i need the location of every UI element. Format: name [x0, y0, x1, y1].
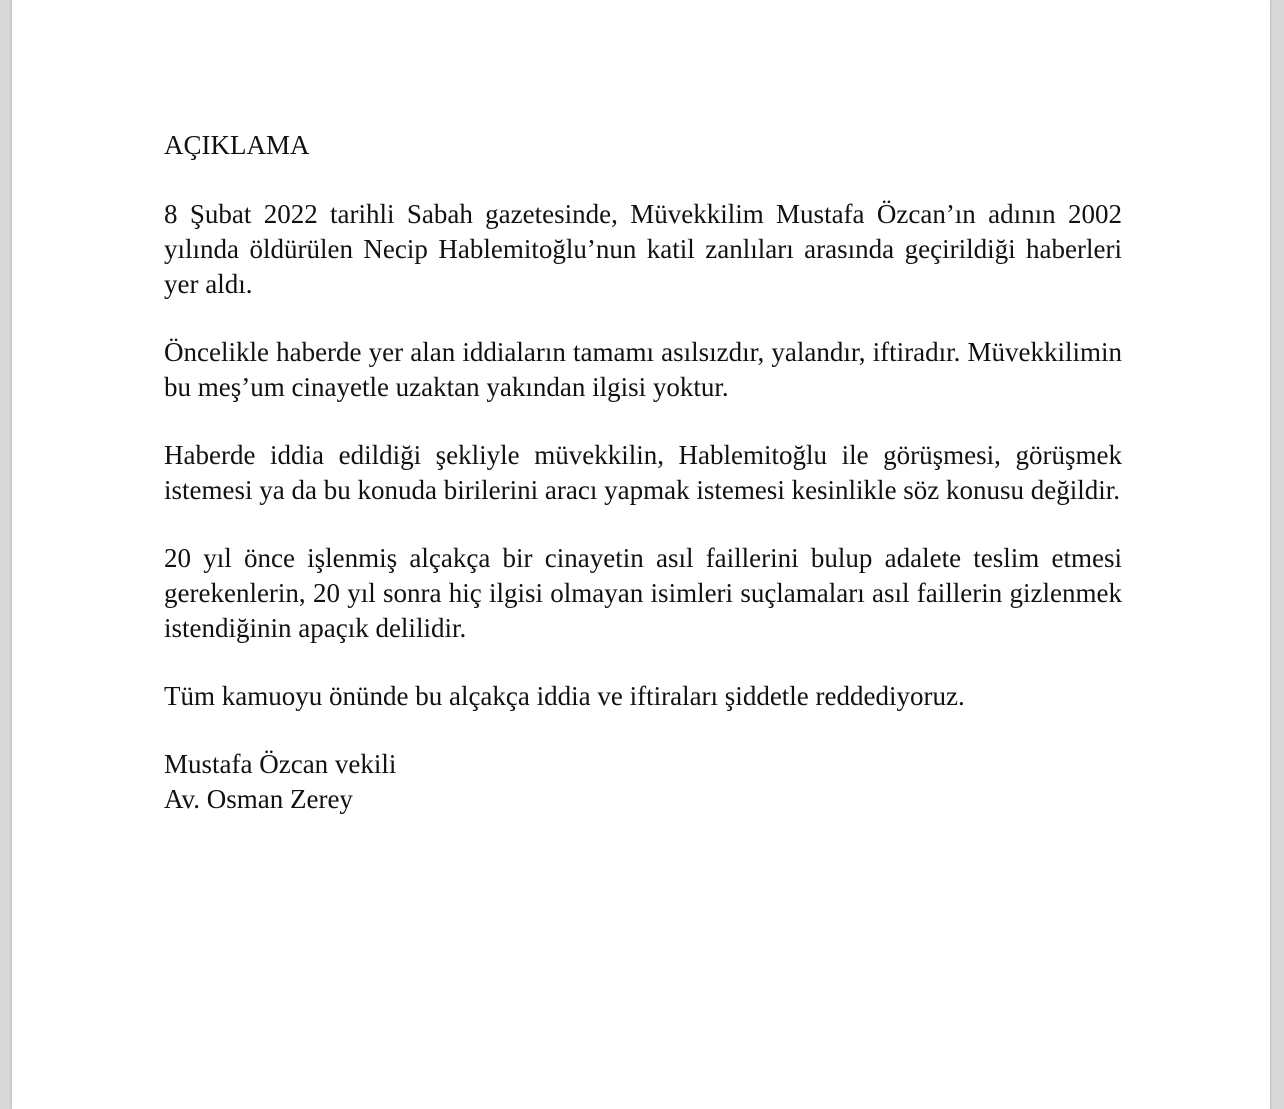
- paragraph-2: Öncelikle haberde yer alan iddiaların tamamı asılsızdır, yalandır, iftiradır. Müvekkilimin bu meş’um cinayetle uzaktan yakından ilgisi yoktur.: [164, 337, 1122, 402]
- signature-line-1: Mustafa Özcan vekili: [164, 749, 397, 779]
- paragraph-3: Haberde iddia edildiği şekliyle müvekkilin, Hablemitoğlu ile görüşmesi, görüşmek istemesi ya da bu konuda birilerini aracı yapmak istemesi kesinlikle söz konusu değildir.: [164, 440, 1122, 505]
- signature-block: [164, 747, 1122, 817]
- signature-line-2: Av. Osman Zerey: [164, 784, 353, 814]
- document-title: AÇIKLAMA: [164, 130, 310, 160]
- document-page: [12, 0, 1270, 1109]
- paragraph-1: 8 Şubat 2022 tarihli Sabah gazetesinde, Müvekkilim Mustafa Özcan’ın adının 2002 yılında öldürülen Necip Hablemitoğlu’nun katil zanlıları arasında geçirildiği haberleri yer aldı.: [164, 199, 1122, 299]
- document-body: [164, 128, 1122, 817]
- paragraph-5: Tüm kamuoyu önünde bu alçakça iddia ve iftiraları şiddetle reddediyoruz.: [164, 681, 965, 711]
- paragraph-4: 20 yıl önce işlenmiş alçakça bir cinayetin asıl faillerini bulup adalete teslim etmesi gerekenlerin, 20 yıl sonra hiç ilgisi olmayan isimleri suçlamaları asıl faillerin gizlenmek istendiğinin apaçık delilidir.: [164, 543, 1122, 643]
